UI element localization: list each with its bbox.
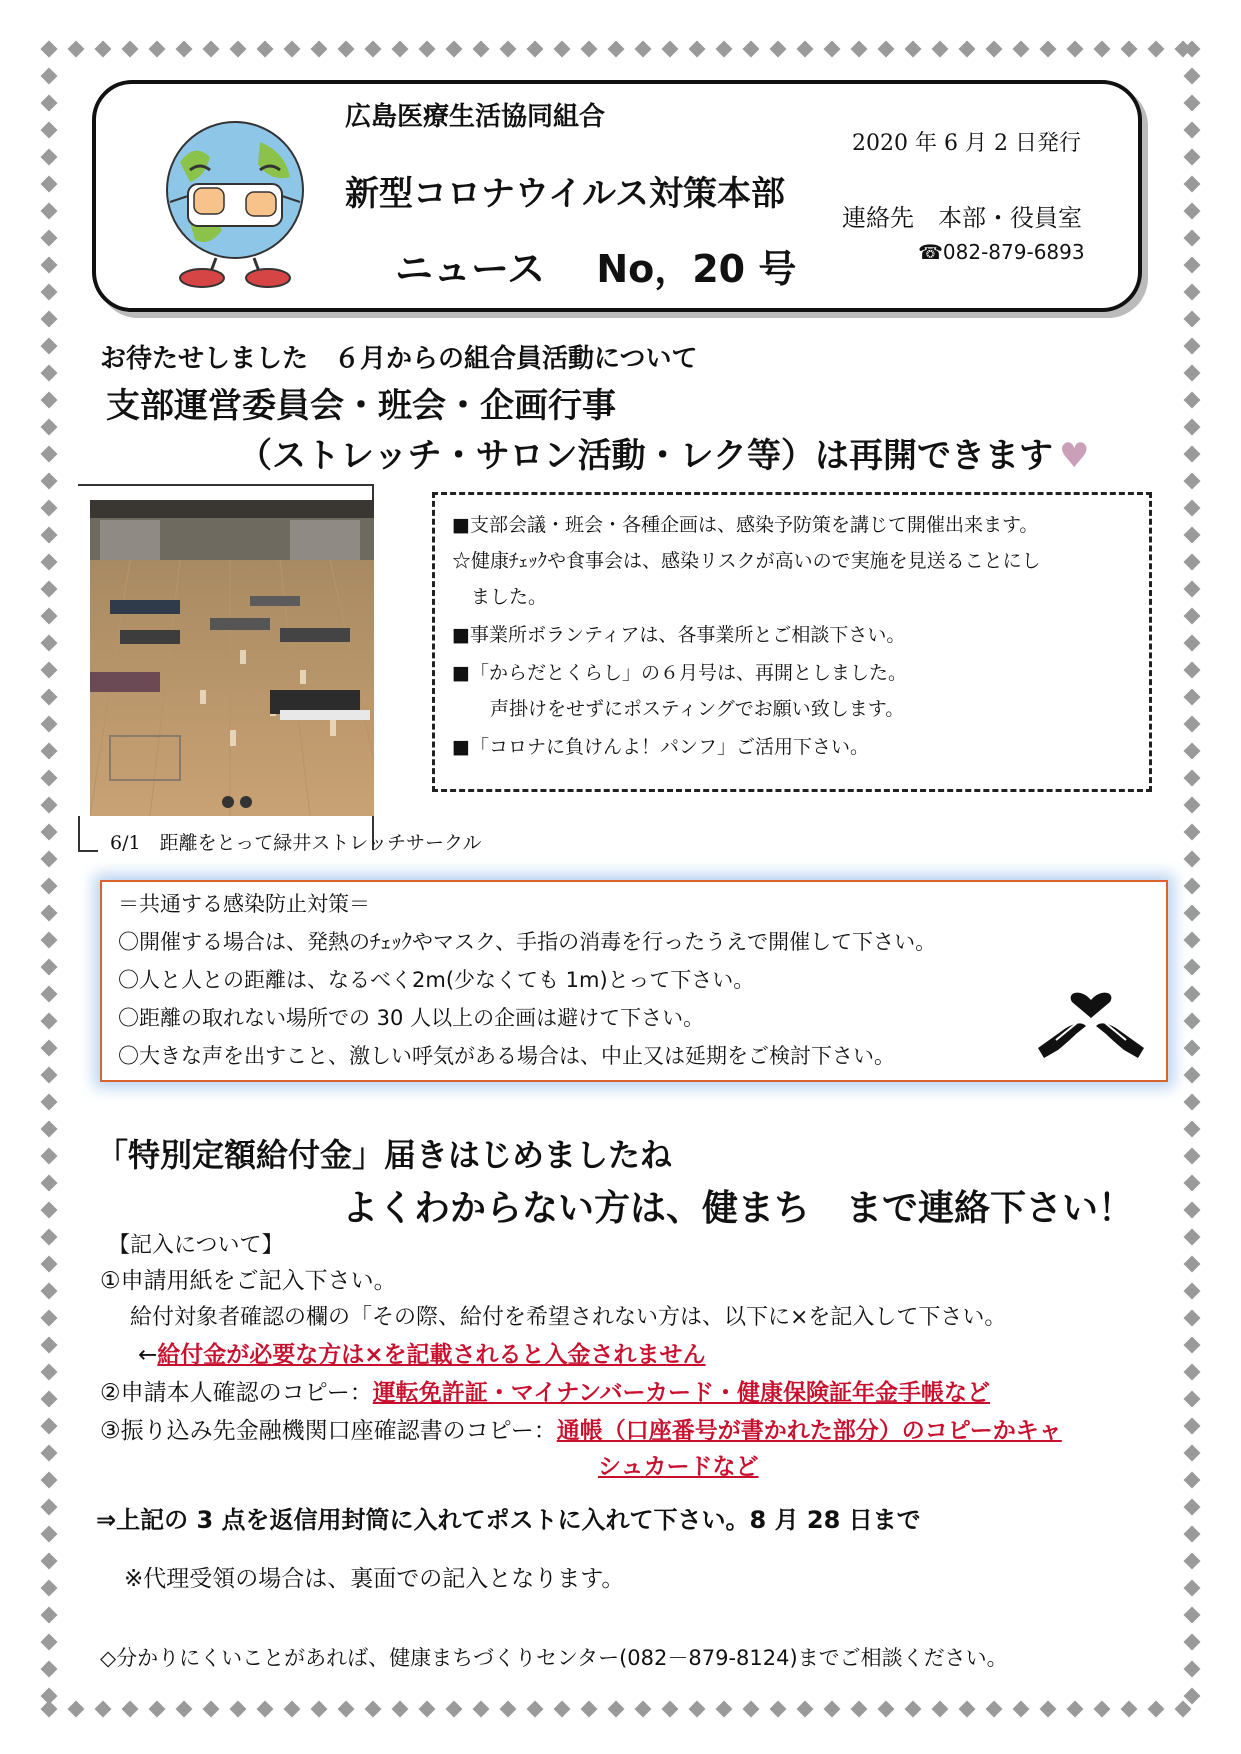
- phone-number: ☎082-879-6893: [918, 240, 1085, 264]
- notice-line: ■「コロナに負けんよ！パンフ」ご活用下さい。: [452, 736, 869, 758]
- border-diamond: [662, 1701, 679, 1718]
- benefit-title: 「特別定額給付金」届きはじめましたね: [96, 1136, 673, 1174]
- border-diamond: [203, 41, 220, 58]
- border-diamond: [1184, 1148, 1201, 1165]
- border-diamond: [41, 446, 58, 463]
- border-diamond: [68, 41, 85, 58]
- border-diamond: [41, 662, 58, 679]
- border-diamond: [41, 257, 58, 274]
- border-diamond: [527, 1701, 544, 1718]
- step-2-row: [100, 1374, 990, 1407]
- border-diamond: [1184, 338, 1201, 355]
- step-3-row: [100, 1412, 1062, 1445]
- border-diamond: [1184, 581, 1201, 598]
- border-diamond: [959, 41, 976, 58]
- border-diamond: [878, 41, 895, 58]
- border-diamond: [770, 1701, 787, 1718]
- border-diamond: [635, 1701, 652, 1718]
- border-diamond: [41, 1499, 58, 1516]
- border-diamond: [1184, 1634, 1201, 1651]
- border-diamond: [554, 1701, 571, 1718]
- border-diamond: [284, 41, 301, 58]
- border-diamond: [41, 1607, 58, 1624]
- heart-icon: ♥: [1058, 436, 1090, 476]
- border-diamond: [932, 1701, 949, 1718]
- border-diamond: [41, 608, 58, 625]
- border-diamond: [1184, 149, 1201, 166]
- benefit-subtitle: よくわからない方は、健まち まで連絡下さい！: [342, 1188, 1135, 1229]
- border-diamond: [1184, 1661, 1201, 1678]
- border-diamond: [851, 1701, 868, 1718]
- border-diamond: [1184, 1283, 1201, 1300]
- border-diamond: [41, 1391, 58, 1408]
- proxy-note: ※代理受領の場合は、裏面での記入となります。: [124, 1566, 625, 1592]
- border-diamond: [1184, 392, 1201, 409]
- border-diamond: [41, 824, 58, 841]
- border-diamond: [1094, 1701, 1111, 1718]
- border-diamond: [41, 797, 58, 814]
- border-right: [1183, 40, 1201, 1716]
- border-diamond: [797, 41, 814, 58]
- border-bottom: [40, 1700, 1201, 1718]
- border-diamond: [41, 68, 58, 85]
- border-diamond: [1184, 851, 1201, 868]
- border-diamond: [1184, 527, 1201, 544]
- border-diamond: [41, 770, 58, 787]
- inquiry-note: ◇分かりにくいことがあれば、健康まちづくりセンター(082－879-8124)までご相談ください。: [100, 1646, 1008, 1670]
- border-diamond: [1184, 1256, 1201, 1273]
- border-diamond: [41, 1526, 58, 1543]
- border-diamond: [95, 41, 112, 58]
- border-diamond: [41, 230, 58, 247]
- border-diamond: [689, 1701, 706, 1718]
- border-diamond: [1148, 41, 1165, 58]
- headquarters-title: 新型コロナウイルス対策本部: [345, 174, 785, 214]
- border-diamond: [986, 41, 1003, 58]
- border-diamond: [1184, 1553, 1201, 1570]
- border-diamond: [41, 473, 58, 490]
- globe-mascot-icon: [150, 112, 320, 292]
- border-diamond: [41, 500, 58, 517]
- border-diamond: [1184, 1040, 1201, 1057]
- border-diamond: [1184, 446, 1201, 463]
- border-diamond: [419, 1701, 436, 1718]
- headline-intro: お待たせしました ６月からの組合員活動について: [100, 344, 698, 374]
- border-diamond: [419, 41, 436, 58]
- border-diamond: [1184, 932, 1201, 949]
- border-diamond: [41, 1229, 58, 1246]
- border-diamond: [1184, 1688, 1201, 1705]
- step-3-docs: 通帳（口座番号が書かれた部分）のコピーかキャ: [556, 1418, 1062, 1444]
- border-diamond: [41, 1202, 58, 1219]
- border-diamond: [527, 41, 544, 58]
- news-number: ニュース No，20 号: [395, 247, 797, 291]
- border-diamond: [41, 1661, 58, 1678]
- border-diamond: [905, 41, 922, 58]
- border-diamond: [41, 689, 58, 706]
- arrow-left-icon: ←: [138, 1342, 158, 1368]
- border-diamond: [41, 203, 58, 220]
- border-diamond: [1184, 1310, 1201, 1327]
- border-diamond: [41, 1580, 58, 1597]
- border-diamond: [1184, 95, 1201, 112]
- border-diamond: [284, 1701, 301, 1718]
- border-diamond: [1184, 1229, 1201, 1246]
- border-diamond: [365, 41, 382, 58]
- border-diamond: [41, 959, 58, 976]
- border-diamond: [41, 1175, 58, 1192]
- border-diamond: [41, 1337, 58, 1354]
- border-diamond: [41, 338, 58, 355]
- border-diamond: [446, 41, 463, 58]
- border-diamond: [392, 1701, 409, 1718]
- border-diamond: [1184, 1364, 1201, 1381]
- notice-line: ■「からだとくらし」の６月号は、再開としました。: [452, 662, 907, 684]
- photo-frame-left: [78, 816, 80, 852]
- border-diamond: [716, 41, 733, 58]
- border-diamond: [311, 41, 328, 58]
- border-diamond: [1184, 203, 1201, 220]
- photo-caption: 6/1 距離をとって緑井ストレッチサークル: [110, 832, 482, 854]
- issue-date: 2020 年 6 月 2 日発行: [852, 131, 1081, 156]
- border-diamond: [41, 986, 58, 1003]
- photo-frame-bottom: [78, 850, 98, 852]
- border-diamond: [770, 41, 787, 58]
- border-diamond: [1184, 500, 1201, 517]
- border-diamond: [41, 1553, 58, 1570]
- hands-heart-icon: [1036, 970, 1146, 1060]
- border-diamond: [41, 1364, 58, 1381]
- border-diamond: [1184, 797, 1201, 814]
- border-diamond: [500, 1701, 517, 1718]
- border-diamond: [500, 41, 517, 58]
- border-diamond: [608, 41, 625, 58]
- border-diamond: [446, 1701, 463, 1718]
- border-diamond: [41, 1688, 58, 1705]
- prevention-title: ＝共通する感染防止対策＝: [118, 892, 370, 916]
- border-diamond: [41, 1067, 58, 1084]
- step-3-label: ③振り込み先金融機関口座確認書のコピー：: [100, 1418, 557, 1444]
- border-diamond: [41, 581, 58, 598]
- border-diamond: [230, 1701, 247, 1718]
- border-diamond: [41, 1094, 58, 1111]
- border-diamond: [1184, 257, 1201, 274]
- border-diamond: [1184, 716, 1201, 733]
- border-diamond: [41, 554, 58, 571]
- border-diamond: [1184, 662, 1201, 679]
- border-diamond: [581, 41, 598, 58]
- border-diamond: [473, 1701, 490, 1718]
- border-diamond: [1184, 1013, 1201, 1030]
- notice-line: ■事業所ボランティアは、各事業所とご相談下さい。: [452, 624, 906, 646]
- headline-main: 支部運営委員会・班会・企画行事: [106, 386, 616, 426]
- border-diamond: [95, 1701, 112, 1718]
- border-diamond: [1184, 230, 1201, 247]
- border-diamond: [1184, 122, 1201, 139]
- border-diamond: [824, 41, 841, 58]
- prevention-item: 〇開催する場合は、発熱のﾁｪｯｸやマスク、手指の消毒を行ったうえで開催して下さい。: [118, 930, 937, 954]
- border-diamond: [41, 176, 58, 193]
- border-diamond: [743, 41, 760, 58]
- border-diamond: [1184, 1337, 1201, 1354]
- notice-line: ☆健康ﾁｪｯｸや食事会は、感染リスクが高いので実施を見送ることにし: [452, 550, 1041, 572]
- border-diamond: [1184, 365, 1201, 382]
- border-diamond: [41, 1472, 58, 1489]
- border-diamond: [932, 41, 949, 58]
- border-diamond: [41, 1445, 58, 1462]
- border-diamond: [1184, 635, 1201, 652]
- step-3-docs-2: シュカードなど: [598, 1454, 759, 1480]
- border-diamond: [41, 905, 58, 922]
- border-diamond: [41, 365, 58, 382]
- border-diamond: [41, 284, 58, 301]
- border-diamond: [473, 41, 490, 58]
- border-diamond: [176, 41, 193, 58]
- border-diamond: [1184, 1067, 1201, 1084]
- border-diamond: [41, 635, 58, 652]
- send-instruction: ⇒上記の 3 点を返信用封筒に入れてポストに入れて下さい。8 月 28 日まで: [96, 1506, 921, 1534]
- step-1-warning: 給付金が必要な方は×を記載されると入金されません: [157, 1342, 706, 1368]
- border-diamond: [149, 1701, 166, 1718]
- border-diamond: [41, 1040, 58, 1057]
- border-diamond: [122, 41, 139, 58]
- border-diamond: [1184, 419, 1201, 436]
- border-diamond: [1184, 284, 1201, 301]
- prevention-item: 〇大きな声を出すこと、激しい呼気がある場合は、中止又は延期をご検討下さい。: [118, 1044, 895, 1068]
- border-diamond: [1184, 878, 1201, 895]
- border-diamond: [716, 1701, 733, 1718]
- border-diamond: [41, 1310, 58, 1327]
- step-1: ①申請用紙をご記入下さい。: [100, 1268, 397, 1294]
- border-diamond: [1067, 1701, 1084, 1718]
- border-diamond: [41, 743, 58, 760]
- border-diamond: [41, 851, 58, 868]
- border-diamond: [41, 1013, 58, 1030]
- border-diamond: [68, 1701, 85, 1718]
- headline-sub: [238, 428, 1089, 477]
- border-diamond: [1184, 959, 1201, 976]
- border-diamond: [41, 41, 58, 58]
- border-diamond: [1184, 770, 1201, 787]
- border-diamond: [1184, 1202, 1201, 1219]
- border-diamond: [203, 1701, 220, 1718]
- border-diamond: [257, 1701, 274, 1718]
- border-diamond: [1121, 1701, 1138, 1718]
- border-top: [40, 40, 1201, 58]
- border-diamond: [1184, 1445, 1201, 1462]
- border-diamond: [392, 41, 409, 58]
- border-diamond: [41, 1256, 58, 1273]
- border-diamond: [257, 41, 274, 58]
- border-diamond: [338, 1701, 355, 1718]
- border-diamond: [311, 1701, 328, 1718]
- border-diamond: [635, 41, 652, 58]
- border-diamond: [1184, 473, 1201, 490]
- border-diamond: [986, 1701, 1003, 1718]
- border-diamond: [122, 1701, 139, 1718]
- prevention-item: 〇人と人との距離は、なるべく2m(少なくても 1m)とって下さい。: [118, 968, 755, 992]
- stretch-class-photo: [90, 500, 374, 816]
- border-diamond: [608, 1701, 625, 1718]
- border-diamond: [1184, 1499, 1201, 1516]
- border-diamond: [1184, 1580, 1201, 1597]
- border-diamond: [1040, 1701, 1057, 1718]
- border-diamond: [1013, 1701, 1030, 1718]
- border-diamond: [1184, 824, 1201, 841]
- border-diamond: [1184, 1526, 1201, 1543]
- border-diamond: [149, 41, 166, 58]
- border-diamond: [1184, 743, 1201, 760]
- border-diamond: [1184, 1391, 1201, 1408]
- notice-line: ■支部会議・班会・各種企画は、感染予防策を講じて開催出来ます。: [452, 514, 1039, 536]
- border-diamond: [1094, 41, 1111, 58]
- border-diamond: [41, 392, 58, 409]
- border-diamond: [41, 716, 58, 733]
- border-diamond: [41, 1148, 58, 1165]
- border-diamond: [554, 41, 571, 58]
- border-diamond: [581, 1701, 598, 1718]
- border-diamond: [1184, 41, 1201, 58]
- border-diamond: [41, 878, 58, 895]
- border-diamond: [1013, 41, 1030, 58]
- border-diamond: [41, 311, 58, 328]
- border-diamond: [878, 1701, 895, 1718]
- border-diamond: [797, 1701, 814, 1718]
- border-diamond: [41, 1121, 58, 1138]
- border-diamond: [1040, 41, 1057, 58]
- border-diamond: [230, 41, 247, 58]
- step-3-docs-cont: [598, 1448, 759, 1481]
- border-diamond: [176, 1701, 193, 1718]
- step-1-detail: 給付対象者確認の欄の「その際、給付を希望されない方は、以下に×を記入して下さい。: [130, 1305, 1007, 1330]
- border-diamond: [1148, 1701, 1165, 1718]
- border-diamond: [1184, 311, 1201, 328]
- border-diamond: [1184, 68, 1201, 85]
- border-diamond: [1184, 1094, 1201, 1111]
- border-diamond: [1067, 41, 1084, 58]
- prevention-item: 〇距離の取れない場所での 30 人以上の企画は避けて下さい。: [118, 1006, 705, 1030]
- border-diamond: [1184, 1418, 1201, 1435]
- border-diamond: [41, 149, 58, 166]
- border-diamond: [1184, 905, 1201, 922]
- step-2-docs: 運転免許証・マイナンバーカード・健康保険証年金手帳など: [372, 1380, 991, 1406]
- border-diamond: [1184, 986, 1201, 1003]
- border-diamond: [41, 1418, 58, 1435]
- fill-heading: 【記入について】: [108, 1233, 284, 1258]
- border-left: [40, 40, 58, 1716]
- border-diamond: [1184, 176, 1201, 193]
- headline-sub-text: （ストレッチ・サロン活動・レク等）は再開できます: [238, 436, 1053, 476]
- step-1-warning-row: [138, 1336, 706, 1369]
- border-diamond: [41, 1634, 58, 1651]
- notice-line: 声掛けをせずにポスティングでお願い致します。: [452, 698, 905, 720]
- border-diamond: [1184, 554, 1201, 571]
- border-diamond: [41, 419, 58, 436]
- border-diamond: [1184, 1472, 1201, 1489]
- border-diamond: [41, 932, 58, 949]
- border-diamond: [1184, 1121, 1201, 1138]
- border-diamond: [41, 527, 58, 544]
- border-diamond: [1184, 1607, 1201, 1624]
- border-diamond: [1121, 41, 1138, 58]
- border-diamond: [743, 1701, 760, 1718]
- border-diamond: [1184, 689, 1201, 706]
- border-diamond: [1184, 1175, 1201, 1192]
- border-diamond: [959, 1701, 976, 1718]
- border-diamond: [824, 1701, 841, 1718]
- border-diamond: [365, 1701, 382, 1718]
- border-diamond: [41, 95, 58, 112]
- organization-name: 広島医療生活協同組合: [345, 102, 606, 132]
- border-diamond: [662, 41, 679, 58]
- contact-label: 連絡先 本部・役員室: [842, 204, 1082, 232]
- notice-line: ました。: [452, 586, 548, 608]
- border-diamond: [851, 41, 868, 58]
- border-diamond: [689, 41, 706, 58]
- border-diamond: [905, 1701, 922, 1718]
- step-2-label: ②申請本人確認のコピー：: [100, 1380, 373, 1406]
- border-diamond: [338, 41, 355, 58]
- border-diamond: [41, 122, 58, 139]
- border-diamond: [41, 1283, 58, 1300]
- border-diamond: [1184, 608, 1201, 625]
